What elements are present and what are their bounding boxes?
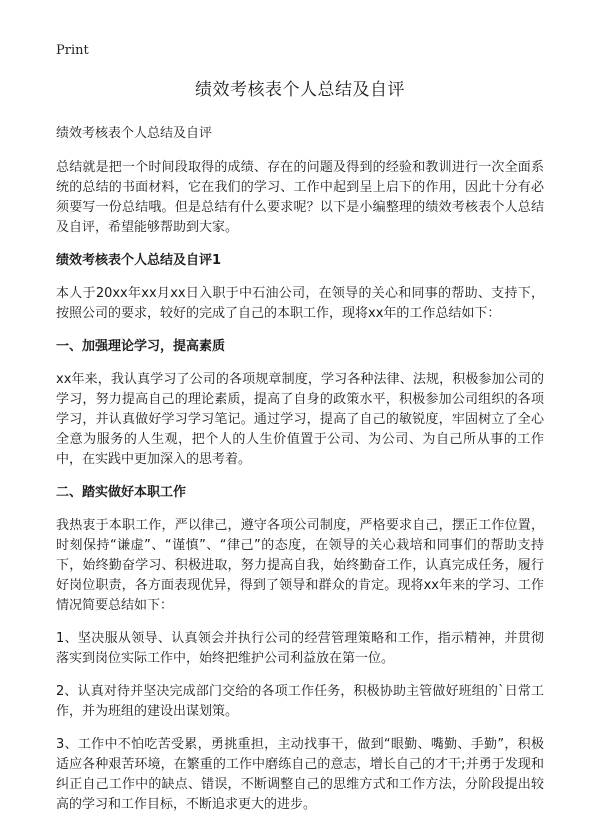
list-item-3: 3、工作中不怕吃苦受累，勇挑重担，主动找事干，做到“眼勤、嘴勤、手勤”，积极适应各种艰苦环境，在繁重的工作中磨练自己的意志，增长自己的才干;并勇于发现和纠正自己工作中的缺点、错误，不断调整自己的思维方式和工作方法，分阶段提出较高的学习和工作目标，不断追求更大的进步。 <box>56 737 544 812</box>
document-title: 绩效考核表个人总结及自评 <box>195 80 405 100</box>
part1-heading: 绩效考核表个人总结及自评1 <box>56 253 222 268</box>
document-subtitle: 绩效考核表个人总结及自评 <box>56 126 213 141</box>
print-link[interactable]: Print <box>56 43 89 58</box>
list-item-2: 2、认真对待并坚决完成部门交给的各项工作任务，积极协助主管做好班组的`日常工作，并为班组的建设出谋划策。 <box>56 684 544 719</box>
section1-heading: 一、加强理论学习，提高素质 <box>56 339 226 354</box>
section2-paragraph: 我热衷于本职工作，严以律己，遵守各项公司制度，严格要求自己，摆正工作位置，时刻保持“谦虚”、“谨慎”、“律己”的态度，在领导的关心栽培和同事们的帮助支持下，始终勤奋学习、积极进取，努力提高自我，始终勤奋工作，认真完成任务，履行好岗位职责，各方面表现优异，得到了领导和群众的肯定。现将xx年来的学习、工作情况简要总结如下： <box>56 518 544 613</box>
section2-heading: 二、踏实做好本职工作 <box>56 485 187 500</box>
intro-paragraph: 总结就是把一个时间段取得的成绩、存在的问题及得到的经验和教训进行一次全面系统的总结的书面材料，它在我们的学习、工作中起到呈上启下的作用，因此十分有必须要写一份总结哦。但是总结有什么要求呢？以下是小编整理的绩效考核表个人总结及自评，希望能够帮助到大家。 <box>56 160 544 235</box>
list-item-1: 1、坚决服从领导、认真领会并执行公司的经营管理策略和工作，指示精神，并贯彻落实到岗位实际工作中，始终把维护公司利益放在第一位。 <box>56 631 544 666</box>
section1-paragraph: xx年来，我认真学习了公司的各项规章制度，学习各种法律、法规，积极参加公司的学习，努力提高自己的理论素质，提高了自身的政策水平，积极参加公司组织的各项学习，并认真做好学习学习笔记。通过学习，提高了自己的敏锐度，牢固树立了全心全意为服务的人生观，把个人的人生价值置于公司、为公司、为自己所从事的工作中，在实践中更加深入的思考着。 <box>56 372 544 467</box>
part1-intro-paragraph: 本人于20xx年xx月xx日入职于中石油公司，在领导的关心和同事的帮助、支持下，按照公司的要求，较好的完成了自己的本职工作，现将xx年的工作总结如下： <box>56 286 544 321</box>
